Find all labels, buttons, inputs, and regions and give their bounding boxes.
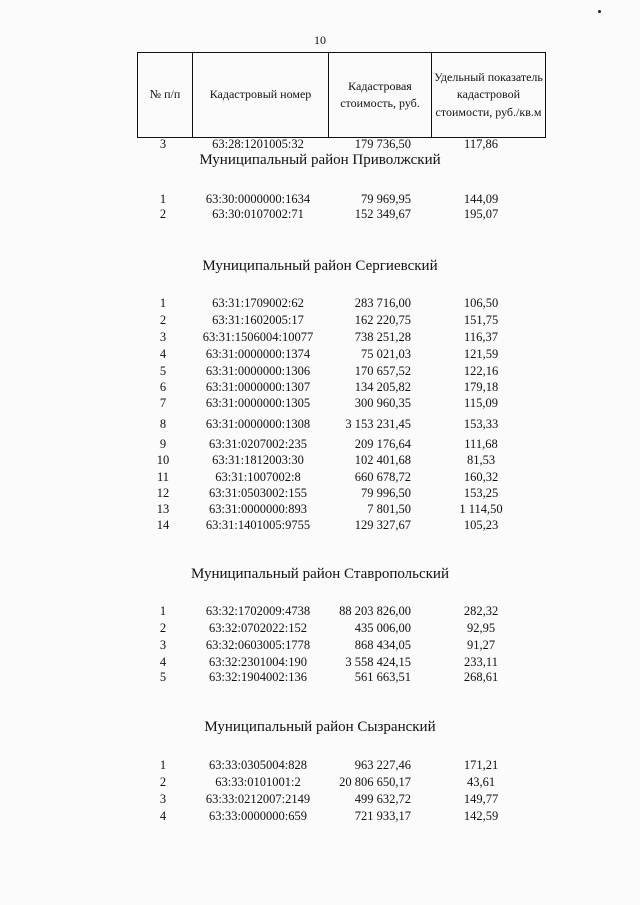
cadastral-number: 63:32:0603005:1778	[205, 638, 311, 652]
specific-value: 117,86	[464, 137, 498, 151]
row-number: 8	[159, 417, 167, 431]
specific-value: 106,50	[463, 296, 499, 310]
table-row	[0, 380, 640, 396]
table-row	[0, 313, 640, 329]
table-row	[0, 670, 640, 686]
row-number: 4	[159, 347, 167, 361]
cadastral-value: 660 678,72	[354, 470, 411, 484]
cadastral-number: 63:32:2301004:190	[209, 655, 307, 669]
cadastral-number: 63:30:0000000:1634	[205, 192, 311, 206]
cadastral-value: 963 227,46	[354, 758, 411, 772]
specific-value: 233,11	[464, 655, 498, 669]
cadastral-number: 63:31:0000000:1306	[205, 364, 311, 378]
row-number: 2	[159, 621, 167, 635]
table-row	[0, 470, 640, 486]
scan-speck	[598, 10, 601, 13]
specific-value: 116,37	[464, 330, 498, 344]
cadastral-number: 63:31:0503002:155	[209, 486, 307, 500]
cadastral-value: 3 558 424,15	[345, 655, 411, 669]
table-row	[0, 638, 640, 654]
table-row	[0, 486, 640, 502]
row-number: 10	[156, 453, 170, 467]
row-number: 12	[156, 486, 170, 500]
cadastral-number: 63:30:0107002:71	[212, 207, 304, 221]
row-number: 2	[159, 775, 167, 789]
cadastral-value: 179 736,50	[354, 137, 411, 151]
row-number: 1	[159, 192, 167, 206]
table-header	[137, 52, 546, 138]
table-row	[0, 775, 640, 791]
table-row	[0, 192, 640, 208]
cadastral-number: 63:31:1506004:10077	[202, 330, 314, 344]
table-row	[0, 655, 640, 671]
cadastral-number: 63:31:1007002:8	[215, 470, 301, 484]
table-row	[0, 809, 640, 825]
table-row	[0, 758, 640, 774]
cadastral-value: 300 960,35	[354, 396, 411, 410]
table-row	[0, 417, 640, 433]
header-number: № п/п	[138, 53, 193, 138]
row-number: 1	[159, 296, 167, 310]
specific-value: 115,09	[464, 396, 498, 410]
row-number: 5	[159, 670, 167, 684]
specific-value: 153,33	[463, 417, 499, 431]
table-row	[0, 137, 640, 153]
cadastral-value: 561 663,51	[354, 670, 411, 684]
row-number: 2	[159, 313, 167, 327]
cadastral-number: 63:33:0000000:659	[209, 809, 307, 823]
specific-value: 91,27	[466, 638, 496, 652]
specific-value: 43,61	[466, 775, 496, 789]
table-row	[0, 792, 640, 808]
cadastral-number: 63:32:1904002:136	[209, 670, 307, 684]
cadastral-value: 283 716,00	[354, 296, 411, 310]
cadastral-number: 63:31:0207002:235	[209, 437, 307, 451]
specific-value: 1 114,50	[459, 502, 503, 516]
page-number: 10	[314, 33, 326, 47]
table-row	[0, 364, 640, 380]
table-row	[0, 347, 640, 363]
row-number: 4	[159, 655, 167, 669]
cadastral-number: 63:31:1709002:62	[212, 296, 304, 310]
cadastral-value: 79 996,50	[361, 486, 411, 500]
cadastral-value: 435 006,00	[354, 621, 411, 635]
table-row	[0, 453, 640, 469]
specific-value: 122,16	[463, 364, 499, 378]
header-specific-value: Удельный показатель кадастровой стоимости, руб./кв.м	[432, 53, 546, 138]
table-row	[0, 296, 640, 312]
row-number: 4	[159, 809, 167, 823]
cadastral-number: 63:31:1401005:9755	[205, 518, 311, 532]
specific-value: 151,75	[463, 313, 499, 327]
specific-value: 179,18	[463, 380, 499, 394]
cadastral-number: 63:32:1702009:4738	[205, 604, 311, 618]
row-number: 5	[159, 364, 167, 378]
row-number: 7	[159, 396, 167, 410]
row-number: 2	[159, 207, 167, 221]
cadastral-value: 7 801,50	[367, 502, 411, 516]
specific-value: 149,77	[463, 792, 499, 806]
section-title: Муниципальный район Ставропольский	[190, 566, 449, 582]
cadastral-number: 63:33:0212007:2149	[205, 792, 311, 806]
specific-value: 111,68	[464, 437, 498, 451]
cadastral-value: 102 401,68	[354, 453, 411, 467]
cadastral-number: 63:31:0000000:1374	[205, 347, 311, 361]
table-row	[0, 396, 640, 412]
cadastral-number: 63:31:1812003:30	[212, 453, 304, 467]
cadastral-value: 738 251,28	[354, 330, 411, 344]
specific-value: 195,07	[463, 207, 499, 221]
table-row	[0, 207, 640, 223]
row-number: 3	[159, 792, 167, 806]
cadastral-value: 721 933,17	[354, 809, 411, 823]
table-row	[0, 621, 640, 637]
table-row	[0, 604, 640, 620]
cadastral-value: 79 969,95	[361, 192, 411, 206]
row-number: 1	[159, 604, 167, 618]
row-number: 9	[159, 437, 167, 451]
row-number: 3	[159, 638, 167, 652]
row-number: 11	[156, 470, 170, 484]
cadastral-number: 63:31:0000000:1305	[205, 396, 311, 410]
header-cadastral-value: Кадастровая стоимость, руб.	[329, 53, 432, 138]
specific-value: 153,25	[463, 486, 499, 500]
section-title: Муниципальный район Сызранский	[204, 719, 436, 735]
cadastral-value: 170 657,52	[354, 364, 411, 378]
row-number: 3	[159, 137, 167, 151]
specific-value: 105,23	[463, 518, 499, 532]
row-number: 1	[159, 758, 167, 772]
specific-value: 160,32	[463, 470, 499, 484]
specific-value: 144,09	[463, 192, 499, 206]
cadastral-number: 63:31:0000000:893	[209, 502, 307, 516]
specific-value: 81,53	[466, 453, 496, 467]
section-title: Муниципальный район Сергиевский	[202, 258, 438, 274]
specific-value: 282,32	[463, 604, 499, 618]
row-number: 3	[159, 330, 167, 344]
row-number: 14	[156, 518, 170, 532]
cadastral-value: 134 205,82	[354, 380, 411, 394]
specific-value: 142,59	[463, 809, 499, 823]
cadastral-value: 88 203 826,00	[339, 604, 411, 618]
table-row	[0, 330, 640, 346]
cadastral-number: 63:32:0702022:152	[209, 621, 307, 635]
cadastral-value: 152 349,67	[354, 207, 411, 221]
specific-value: 268,61	[463, 670, 499, 684]
cadastral-value: 3 153 231,45	[345, 417, 411, 431]
cadastral-value: 75 021,03	[361, 347, 411, 361]
row-number: 13	[156, 502, 170, 516]
row-number: 6	[159, 380, 167, 394]
header-cadastral-number: Кадастровый номер	[193, 53, 329, 138]
table-row	[0, 518, 640, 534]
specific-value: 171,21	[463, 758, 499, 772]
cadastral-number: 63:28:1201005:32	[212, 137, 304, 151]
cadastral-number: 63:31:0000000:1307	[205, 380, 311, 394]
cadastral-value: 499 632,72	[354, 792, 411, 806]
table-row	[0, 502, 640, 518]
specific-value: 92,95	[466, 621, 496, 635]
cadastral-number: 63:31:0000000:1308	[205, 417, 311, 431]
section-title: Муниципальный район Приволжский	[199, 152, 441, 168]
table-row	[0, 437, 640, 453]
cadastral-value: 129 327,67	[354, 518, 411, 532]
cadastral-number: 63:33:0101001:2	[215, 775, 301, 789]
cadastral-value: 20 806 650,17	[339, 775, 411, 789]
cadastral-number: 63:33:0305004:828	[209, 758, 307, 772]
cadastral-value: 209 176,64	[354, 437, 411, 451]
cadastral-number: 63:31:1602005:17	[212, 313, 304, 327]
cadastral-value: 162 220,75	[354, 313, 411, 327]
specific-value: 121,59	[463, 347, 499, 361]
cadastral-value: 868 434,05	[354, 638, 411, 652]
